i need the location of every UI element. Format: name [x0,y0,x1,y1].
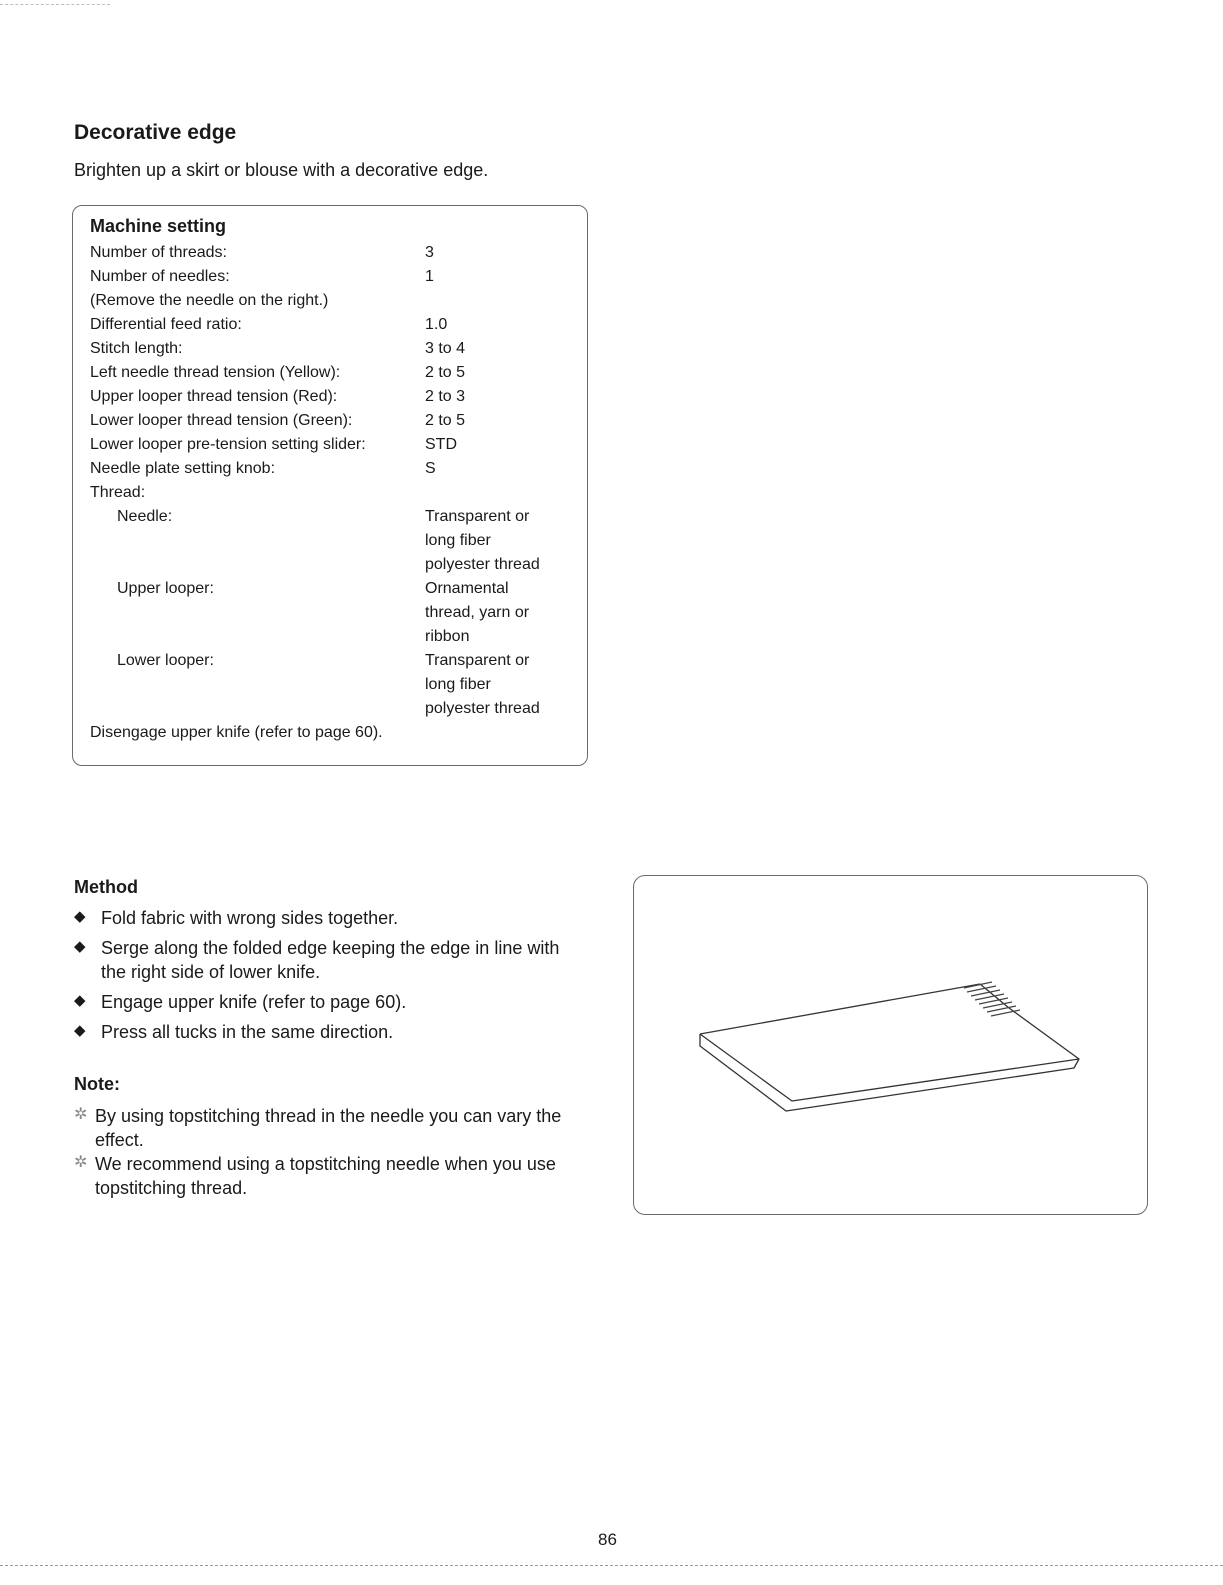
setting-value: 3 to 4 [425,340,466,357]
page-number: 86 [598,1530,617,1549]
setting-row [90,652,570,676]
method-step-text: Press all tucks in the same direction. [101,1022,394,1042]
setting-row [90,340,570,364]
setting-row [90,316,570,340]
illustration-box [633,875,1148,1215]
folded-fabric-illustration [634,876,1149,1216]
setting-value: 1.0 [425,316,448,333]
asterisk-icon: ✲ [74,1106,88,1123]
setting-value: 2 to 3 [425,388,466,405]
method-step-text: Engage upper knife (refer to page 60). [101,992,407,1012]
method-step-text: Fold fabric with wrong sides together. [101,908,399,928]
setting-value: ribbon [425,628,470,645]
note-title: Note: [74,1074,120,1094]
diamond-bullet-icon: ◆ [74,938,86,955]
setting-row [90,460,570,484]
fabric-top-edge [700,984,980,1034]
setting-row [90,724,570,748]
setting-label: Thread: [90,484,146,501]
setting-row [90,292,570,316]
setting-label: Upper looper: [117,580,214,597]
method-step-text: Serge along the folded edge keeping the edge in line with [101,938,560,958]
setting-row [90,268,570,292]
setting-label: Lower looper: [117,652,214,669]
setting-row [90,556,570,580]
setting-value: long fiber [425,676,491,693]
decorative-stitch-tucks [964,982,1020,1016]
setting-label: Disengage upper knife (refer to page 60). [90,724,383,741]
setting-row [90,364,570,388]
setting-row [90,244,570,268]
scan-bottom-rule [0,1565,1223,1566]
setting-label: Lower looper pre-tension setting slider: [90,436,366,453]
note-text: topstitching thread. [95,1178,248,1198]
setting-label: (Remove the needle on the right.) [90,292,329,309]
asterisk-icon: ✲ [74,1154,88,1171]
page-title: Decorative edge [74,121,237,144]
setting-value: long fiber [425,532,491,549]
setting-label: Upper looper thread tension (Red): [90,388,338,405]
setting-value: Transparent or [425,508,530,525]
note-text: effect. [95,1130,144,1150]
setting-value: 3 [425,244,434,261]
setting-value: polyester thread [425,700,540,717]
method-step-text: the right side of lower knife. [101,962,321,982]
setting-value: 2 to 5 [425,412,466,429]
note-text: We recommend using a topstitching needle when you use [95,1154,556,1174]
setting-row [90,484,570,508]
setting-row [90,508,570,532]
setting-value: Transparent or [425,652,530,669]
setting-label: Left needle thread tension (Yellow): [90,364,341,381]
note-text: By using topstitching thread in the needle you can vary the [95,1106,562,1126]
setting-value: STD [425,436,457,453]
setting-label: Needle: [117,508,173,525]
setting-value: S [425,460,436,477]
setting-row [90,676,570,700]
diamond-bullet-icon: ◆ [74,992,86,1009]
setting-value: 2 to 5 [425,364,466,381]
setting-row [90,580,570,604]
setting-row [90,628,570,652]
diamond-bullet-icon: ◆ [74,1022,86,1039]
fabric-fold-edge [700,1034,1079,1111]
setting-row [90,388,570,412]
setting-row [90,700,570,724]
diamond-bullet-icon: ◆ [74,908,86,925]
scan-edge-mark [0,4,110,5]
fabric-bottom-layer [700,1008,1079,1101]
setting-value: polyester thread [425,556,540,573]
setting-value: Ornamental [425,580,509,597]
intro-text: Brighten up a skirt or blouse with a decorative edge. [74,160,489,180]
setting-label: Stitch length: [90,340,183,357]
setting-label: Lower looper thread tension (Green): [90,412,353,429]
setting-row [90,436,570,460]
setting-row [90,532,570,556]
setting-label: Differential feed ratio: [90,316,242,333]
setting-label: Number of threads: [90,244,227,261]
setting-row [90,412,570,436]
setting-value: 1 [425,268,434,285]
method-title: Method [74,877,138,897]
machine-setting-title: Machine setting [90,216,227,236]
setting-label: Number of needles: [90,268,230,285]
setting-label: Needle plate setting knob: [90,460,276,477]
setting-row [90,604,570,628]
setting-value: thread, yarn or [425,604,530,621]
